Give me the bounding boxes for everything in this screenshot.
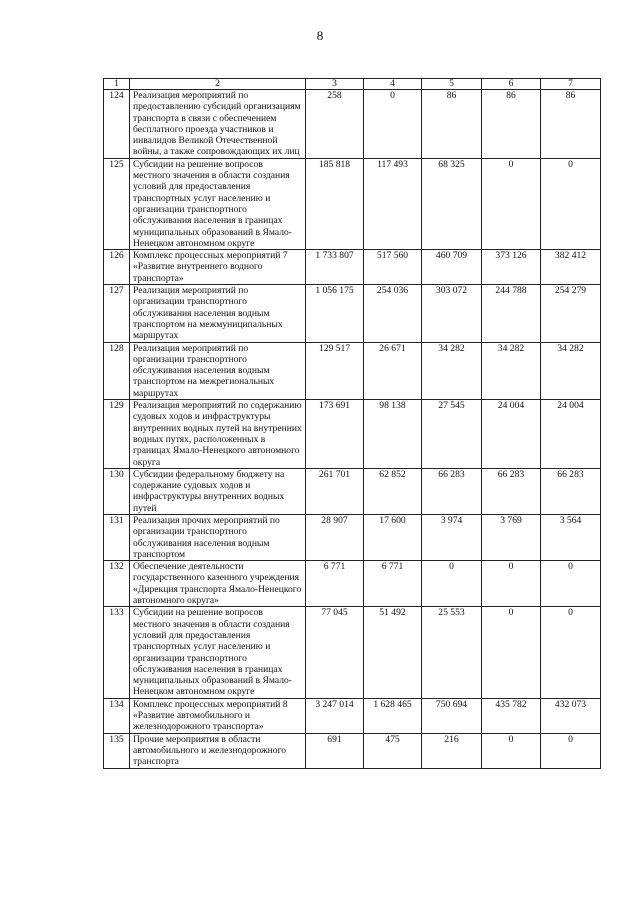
value-cell-col7: 66 283 bbox=[541, 468, 601, 514]
value-cell-col6: 0 bbox=[482, 733, 541, 768]
row-number-cell: 129 bbox=[104, 400, 130, 469]
value-cell-col3: 1 056 175 bbox=[306, 285, 364, 342]
column-header: 6 bbox=[482, 79, 541, 90]
row-number-cell: 133 bbox=[104, 607, 130, 698]
value-cell-col5: 27 545 bbox=[422, 400, 482, 469]
table-row bbox=[104, 285, 601, 342]
column-header: 5 bbox=[422, 79, 482, 90]
value-cell-col4: 475 bbox=[364, 733, 422, 768]
row-number-cell: 127 bbox=[104, 285, 130, 342]
value-cell-col6: 373 126 bbox=[482, 250, 541, 285]
value-cell-col4: 117 493 bbox=[364, 158, 422, 249]
table-row bbox=[104, 733, 601, 768]
row-name-cell: Прочие мероприятия в области автомобильного и железнодорожного транспорта bbox=[130, 733, 306, 768]
row-name-cell: Субсидии федеральному бюджету на содержание судовых ходов и инфраструктуры внутренних водных путей bbox=[130, 468, 306, 514]
value-cell-col6: 86 bbox=[482, 90, 541, 159]
row-number-cell: 134 bbox=[104, 698, 130, 733]
row-name-cell: Реализация мероприятий по содержанию судовых ходов и инфраструктуры внутренних водных путей на внутренних водных путях, расположенных в границах Ямало-Ненецкого автономного округа bbox=[130, 400, 306, 469]
row-name-cell: Субсидии на решение вопросов местного значения в области создания условий для предоставления транспортных услуг населению и организации транспортного обслуживания населения в границах муниципальных образований в Ямало-Ненецком автономном округе bbox=[130, 607, 306, 698]
value-cell-col4: 0 bbox=[364, 90, 422, 159]
row-name-cell: Субсидии на решение вопросов местного значения в области создания условий для предоставления транспортных услуг населению и организации транспортного обслуживания населения в границах муниципальных образований в Ямало-Ненецком автономном округе bbox=[130, 158, 306, 249]
value-cell-col6: 435 782 bbox=[482, 698, 541, 733]
row-number-cell: 131 bbox=[104, 514, 130, 560]
table-header-row bbox=[104, 79, 601, 90]
value-cell-col3: 129 517 bbox=[306, 342, 364, 399]
value-cell-col4: 98 138 bbox=[364, 400, 422, 469]
value-cell-col4: 1 628 465 bbox=[364, 698, 422, 733]
value-cell-col5: 34 282 bbox=[422, 342, 482, 399]
value-cell-col3: 3 247 014 bbox=[306, 698, 364, 733]
value-cell-col7: 3 564 bbox=[541, 514, 601, 560]
column-header: 3 bbox=[306, 79, 364, 90]
table-row bbox=[104, 698, 601, 733]
value-cell-col7: 0 bbox=[541, 561, 601, 607]
value-cell-col7: 34 282 bbox=[541, 342, 601, 399]
value-cell-col3: 173 691 bbox=[306, 400, 364, 469]
value-cell-col5: 303 072 bbox=[422, 285, 482, 342]
value-cell-col7: 0 bbox=[541, 733, 601, 768]
value-cell-col3: 258 bbox=[306, 90, 364, 159]
value-cell-col5: 86 bbox=[422, 90, 482, 159]
value-cell-col4: 51 492 bbox=[364, 607, 422, 698]
value-cell-col6: 24 004 bbox=[482, 400, 541, 469]
table-row bbox=[104, 468, 601, 514]
value-cell-col5: 3 974 bbox=[422, 514, 482, 560]
value-cell-col3: 6 771 bbox=[306, 561, 364, 607]
value-cell-col5: 25 553 bbox=[422, 607, 482, 698]
value-cell-col5: 216 bbox=[422, 733, 482, 768]
value-cell-col4: 6 771 bbox=[364, 561, 422, 607]
value-cell-col7: 24 004 bbox=[541, 400, 601, 469]
value-cell-col6: 66 283 bbox=[482, 468, 541, 514]
value-cell-col7: 0 bbox=[541, 158, 601, 249]
table-row bbox=[104, 250, 601, 285]
row-name-cell: Реализация мероприятий по предоставлению субсидий организациям транспорта в связи с обеспечением бесплатного проезда участников и инвалидов Великой Отечественной войны, а также сопровождающих их лиц bbox=[130, 90, 306, 159]
column-header: 1 bbox=[104, 79, 130, 90]
table-row bbox=[104, 342, 601, 399]
table-row bbox=[104, 514, 601, 560]
column-header: 7 bbox=[541, 79, 601, 90]
row-number-cell: 128 bbox=[104, 342, 130, 399]
value-cell-col7: 382 412 bbox=[541, 250, 601, 285]
budget-table bbox=[103, 78, 601, 769]
value-cell-col7: 432 073 bbox=[541, 698, 601, 733]
value-cell-col3: 77 045 bbox=[306, 607, 364, 698]
value-cell-col4: 17 600 bbox=[364, 514, 422, 560]
row-name-cell: Реализация мероприятий по организации транспортного обслуживания населения водным транспортом на межрегиональных маршрутах bbox=[130, 342, 306, 399]
value-cell-col6: 0 bbox=[482, 607, 541, 698]
row-name-cell: Комплекс процессных мероприятий 8 «Развитие автомобильного и железнодорожного транспорта» bbox=[130, 698, 306, 733]
row-number-cell: 135 bbox=[104, 733, 130, 768]
table-row bbox=[104, 158, 601, 249]
value-cell-col3: 261 701 bbox=[306, 468, 364, 514]
column-header: 2 bbox=[130, 79, 306, 90]
value-cell-col7: 86 bbox=[541, 90, 601, 159]
value-cell-col5: 66 283 bbox=[422, 468, 482, 514]
table-row bbox=[104, 90, 601, 159]
value-cell-col6: 3 769 bbox=[482, 514, 541, 560]
value-cell-col3: 185 818 bbox=[306, 158, 364, 249]
value-cell-col7: 0 bbox=[541, 607, 601, 698]
value-cell-col5: 460 709 bbox=[422, 250, 482, 285]
value-cell-col4: 254 036 bbox=[364, 285, 422, 342]
value-cell-col4: 62 852 bbox=[364, 468, 422, 514]
value-cell-col6: 244 788 bbox=[482, 285, 541, 342]
value-cell-col5: 750 694 bbox=[422, 698, 482, 733]
value-cell-col4: 26 671 bbox=[364, 342, 422, 399]
value-cell-col6: 0 bbox=[482, 158, 541, 249]
value-cell-col6: 0 bbox=[482, 561, 541, 607]
column-header: 4 bbox=[364, 79, 422, 90]
page-number: 8 bbox=[316, 28, 324, 43]
value-cell-col5: 0 bbox=[422, 561, 482, 607]
value-cell-col3: 691 bbox=[306, 733, 364, 768]
table-row bbox=[104, 561, 601, 607]
row-number-cell: 130 bbox=[104, 468, 130, 514]
value-cell-col3: 28 907 bbox=[306, 514, 364, 560]
row-name-cell: Реализация мероприятий по организации транспортного обслуживания населения водным транспортом на межмуниципальных маршрутах bbox=[130, 285, 306, 342]
row-number-cell: 124 bbox=[104, 90, 130, 159]
value-cell-col3: 1 733 807 bbox=[306, 250, 364, 285]
row-name-cell: Реализация прочих мероприятий по организации транспортного обслуживания населения водным транспортом bbox=[130, 514, 306, 560]
row-name-cell: Обеспечение деятельности государственного казенного учреждения «Дирекция транспорта Ямало-Ненецкого автономного округа» bbox=[130, 561, 306, 607]
row-name-cell: Комплекс процессных мероприятий 7 «Развитие внутреннего водного транспорта» bbox=[130, 250, 306, 285]
value-cell-col7: 254 279 bbox=[541, 285, 601, 342]
row-number-cell: 132 bbox=[104, 561, 130, 607]
table-row bbox=[104, 400, 601, 469]
value-cell-col6: 34 282 bbox=[482, 342, 541, 399]
value-cell-col4: 517 560 bbox=[364, 250, 422, 285]
table-row bbox=[104, 607, 601, 698]
row-number-cell: 126 bbox=[104, 250, 130, 285]
value-cell-col5: 68 325 bbox=[422, 158, 482, 249]
row-number-cell: 125 bbox=[104, 158, 130, 249]
